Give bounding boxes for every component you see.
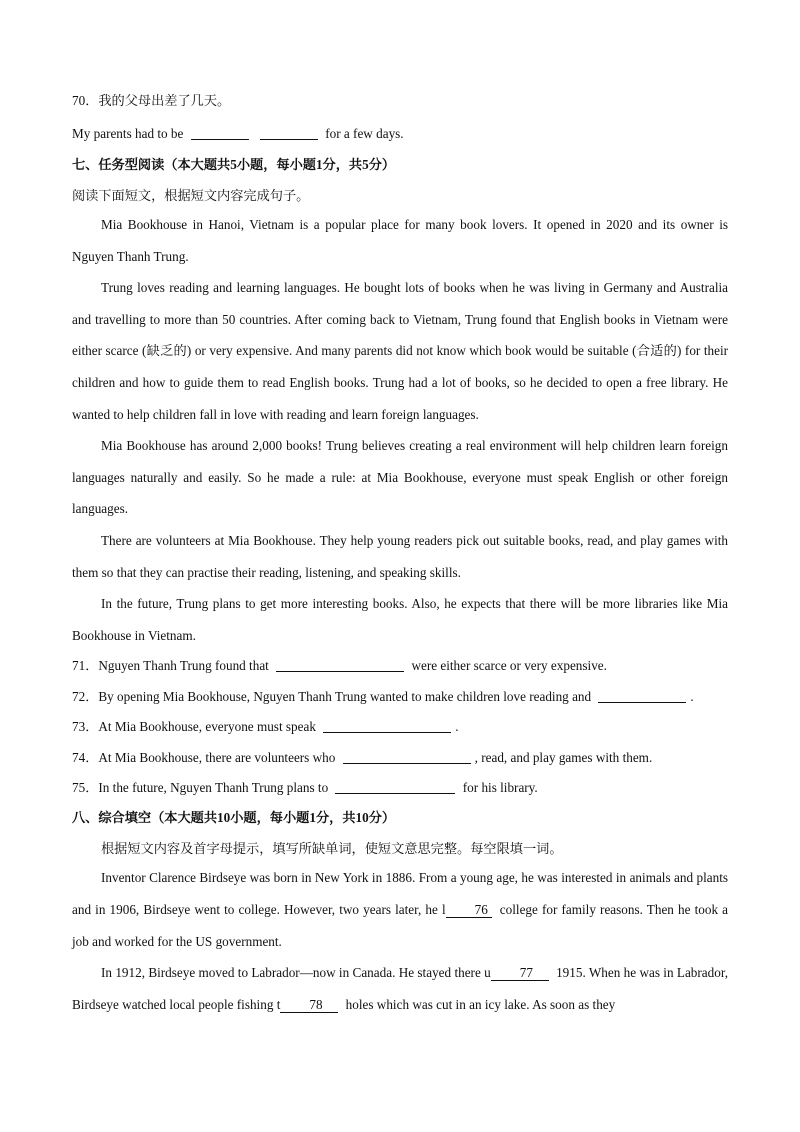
cloze-blank-77[interactable]: 77 [491,966,549,981]
question-text: Nguyen Thanh Trung found that [98,658,269,674]
cloze-text: 1915. When he was in Labrador, Birdseye watched local people fishing t [72,965,728,1012]
cloze-paragraph-2 [72,957,728,1020]
passage-paragraph-3: Mia Bookhouse has around 2,000 books! Trung believes creating a real environment will help children learn foreign languages naturally and easily. So he made a rule: at Mia Bookhouse, everyone must speak English or other foreign languages. [72,438,728,517]
question-text: In the future, Nguyen Thanh Trung plans to [98,779,329,795]
question-text: By opening Mia Bookhouse, Nguyen Thanh Trung wanted to make children love reading and [98,688,592,704]
passage-paragraph-1: Mia Bookhouse in Hanoi, Vietnam is a popular place for many book lovers. It opened in 2020 and its owner is Nguyen Thanh Trung. [72,217,728,264]
question-text-after: . [690,688,694,704]
q70-blank-2[interactable] [260,125,318,140]
answer-blank-74[interactable] [343,749,471,764]
passage-paragraph-5: In the future, Trung plans to get more interesting books. Also, he expects that there will be more libraries like Mia Bookhouse in Vietnam. [72,596,728,643]
question-number: 74． [72,749,99,765]
question-74 [72,743,728,773]
passage-paragraph-4: There are volunteers at Mia Bookhouse. They help young readers pick out suitable books, read, and play games with them so that they can practise their reading, listening, and speaking skills. [72,532,728,580]
answer-blank-73[interactable] [323,718,451,733]
cloze-blank-78[interactable]: 78 [280,998,338,1013]
q70-number: 70． [72,93,99,108]
question-list [72,651,728,803]
section8-title: 八、综合填空（本大题共10小题，每小题1分，共10分） [72,810,396,826]
question-72 [72,682,728,712]
cloze-text: holes which was cut in an icy lake. As soon as they [345,996,616,1012]
cloze-blank-76[interactable]: 76 [446,903,492,918]
question-number: 72． [72,688,99,704]
passage-paragraph-2: Trung loves reading and learning languages. He bought lots of books when he was living in Germany and Australia and travelling to more than 50 countries. After coming back to Vietnam, Trung found that English books in Vietnam were either scarce (缺乏的) or very expensive. And many parents did not know which book would be suitable (合适的) for their children and how to guide them to read English books. Trung had a lot of books, so he decided to open a free library. He wanted to help children fall in love with reading and learn foreign languages. [72,280,728,422]
question-text-after: were either scarce or very expensive. [411,658,607,674]
answer-blank-75[interactable] [335,779,455,794]
q70-blank-1[interactable] [191,125,249,140]
question-text: At Mia Bookhouse, everyone must speak [98,719,316,735]
cloze-passage [72,862,728,1020]
question-number: 71． [72,658,99,674]
question-73 [72,712,728,742]
q70-chinese [72,92,728,110]
question-71 [72,651,728,681]
cloze-paragraph-1 [72,862,728,957]
question-number: 73． [72,719,99,735]
question-75 [72,773,728,803]
exam-page [72,92,728,1020]
q70-chinese-text: 我的父母出差了几天。 [98,93,231,108]
answer-blank-72[interactable] [598,688,686,703]
section7-title: 七、任务型阅读（本大题共5小题，每小题1分，共5分） [72,157,396,172]
cloze-text: In 1912, Birdseye moved to Labrador—now in Canada. He stayed there u [101,965,491,981]
question-text-after: , read, and play games with them. [474,749,653,765]
question-text-after: for his library. [462,779,538,795]
cloze-text: college for family reasons. Then he took a job and worked for the US government. [72,901,729,949]
question-text: At Mia Bookhouse, there are volunteers who [98,749,336,765]
answer-blank-71[interactable] [276,657,404,672]
reading-passage [72,209,728,651]
cloze-text: Inventor Clarence Birdseye was born in New York in 1886. From a young age, he was interested in animals and plants and in 1906, Birdseye went to college. However, two years later, he l [72,870,728,917]
q70-after: for a few days. [325,126,404,141]
question-text-after: . [455,719,459,735]
section7-instruction: 阅读下面短文，根据短文内容完成句子。 [72,188,310,203]
question-number: 75． [72,779,99,795]
q70-before: My parents had to be [72,126,184,141]
q70-english [72,123,728,143]
section8-instruction: 根据短文内容及首字母提示，填写所缺单词，使短文意思完整。每空限填一词。 [101,841,563,857]
